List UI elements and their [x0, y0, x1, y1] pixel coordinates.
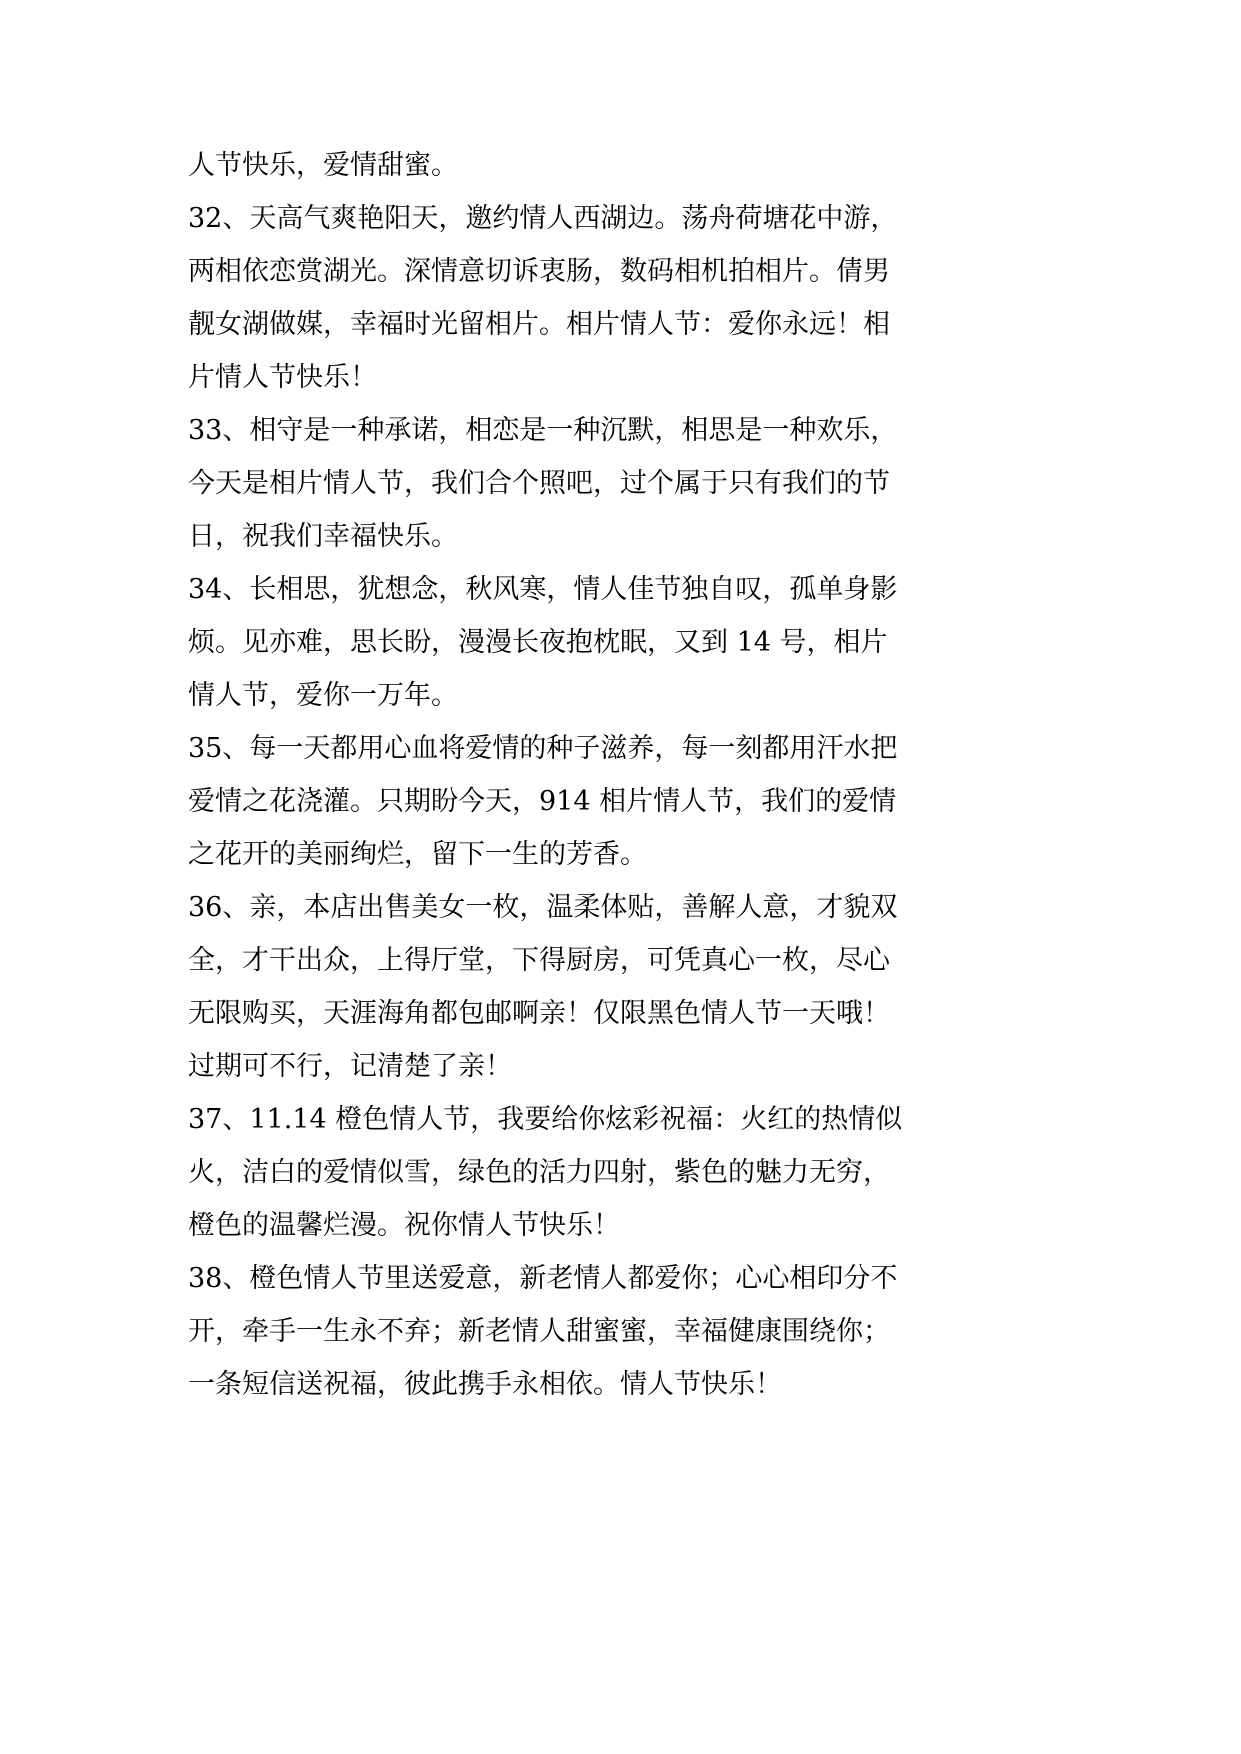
text-line: 无限购买，天涯海角都包邮啊亲！仅限黑色情人节一天哦！	[188, 998, 890, 1029]
text-line: 烦。见亦难，思长盼，漫漫长夜抱枕眠，又到 14 号，相片	[188, 627, 888, 658]
text-line: 火，洁白的爱情似雪，绿色的活力四射，紫色的魅力无穷，	[188, 1157, 890, 1188]
text-line: 开，牵手一生永不弃；新老情人甜蜜蜜，幸福健康围绕你；	[188, 1316, 890, 1347]
text-line: 靓女湖做媒，幸福时光留相片。相片情人节：爱你永远！相	[188, 309, 890, 340]
text-line: 今天是相片情人节，我们合个照吧，过个属于只有我们的节	[188, 468, 890, 499]
text-line: 片情人节快乐！	[188, 362, 377, 393]
text-line: 过期可不行，记清楚了亲！	[188, 1051, 512, 1082]
text-line: 32、天高气爽艳阳天，邀约情人西湖边。荡舟荷塘花中游，	[188, 203, 898, 234]
text-line: 橙色的温馨烂漫。祝你情人节快乐！	[188, 1210, 620, 1241]
text-line: 人节快乐，爱情甜蜜。	[188, 150, 458, 181]
text-line: 日，祝我们幸福快乐。	[188, 521, 458, 552]
text-line: 38、橙色情人节里送爱意，新老情人都爱你；心心相印分不	[188, 1263, 898, 1294]
text-line: 34、长相思，犹想念，秋风寒，情人佳节独自叹，孤单身影	[188, 574, 898, 605]
text-line: 爱情之花浇灌。只期盼今天，914 相片情人节，我们的爱情	[188, 786, 897, 817]
text-line: 一条短信送祝福，彼此携手永相依。情人节快乐！	[188, 1369, 782, 1400]
text-line: 情人节，爱你一万年。	[188, 680, 458, 711]
text-line: 两相依恋赏湖光。深情意切诉衷肠，数码相机拍相片。倩男	[188, 256, 890, 287]
text-line: 全，才干出众，上得厅堂，下得厨房，可凭真心一枚，尽心	[188, 945, 890, 976]
text-line: 33、相守是一种承诺，相恋是一种沉默，相思是一种欢乐，	[188, 415, 898, 446]
text-line: 之花开的美丽绚烂，留下一生的芳香。	[188, 839, 647, 870]
text-line: 35、每一天都用心血将爱情的种子滋养，每一刻都用汗水把	[188, 733, 898, 764]
text-line: 37、11.14 橙色情人节，我要给你炫彩祝福：火红的热情似	[188, 1104, 903, 1135]
text-line: 36、亲，本店出售美女一枚，温柔体贴，善解人意，才貌双	[188, 892, 898, 923]
